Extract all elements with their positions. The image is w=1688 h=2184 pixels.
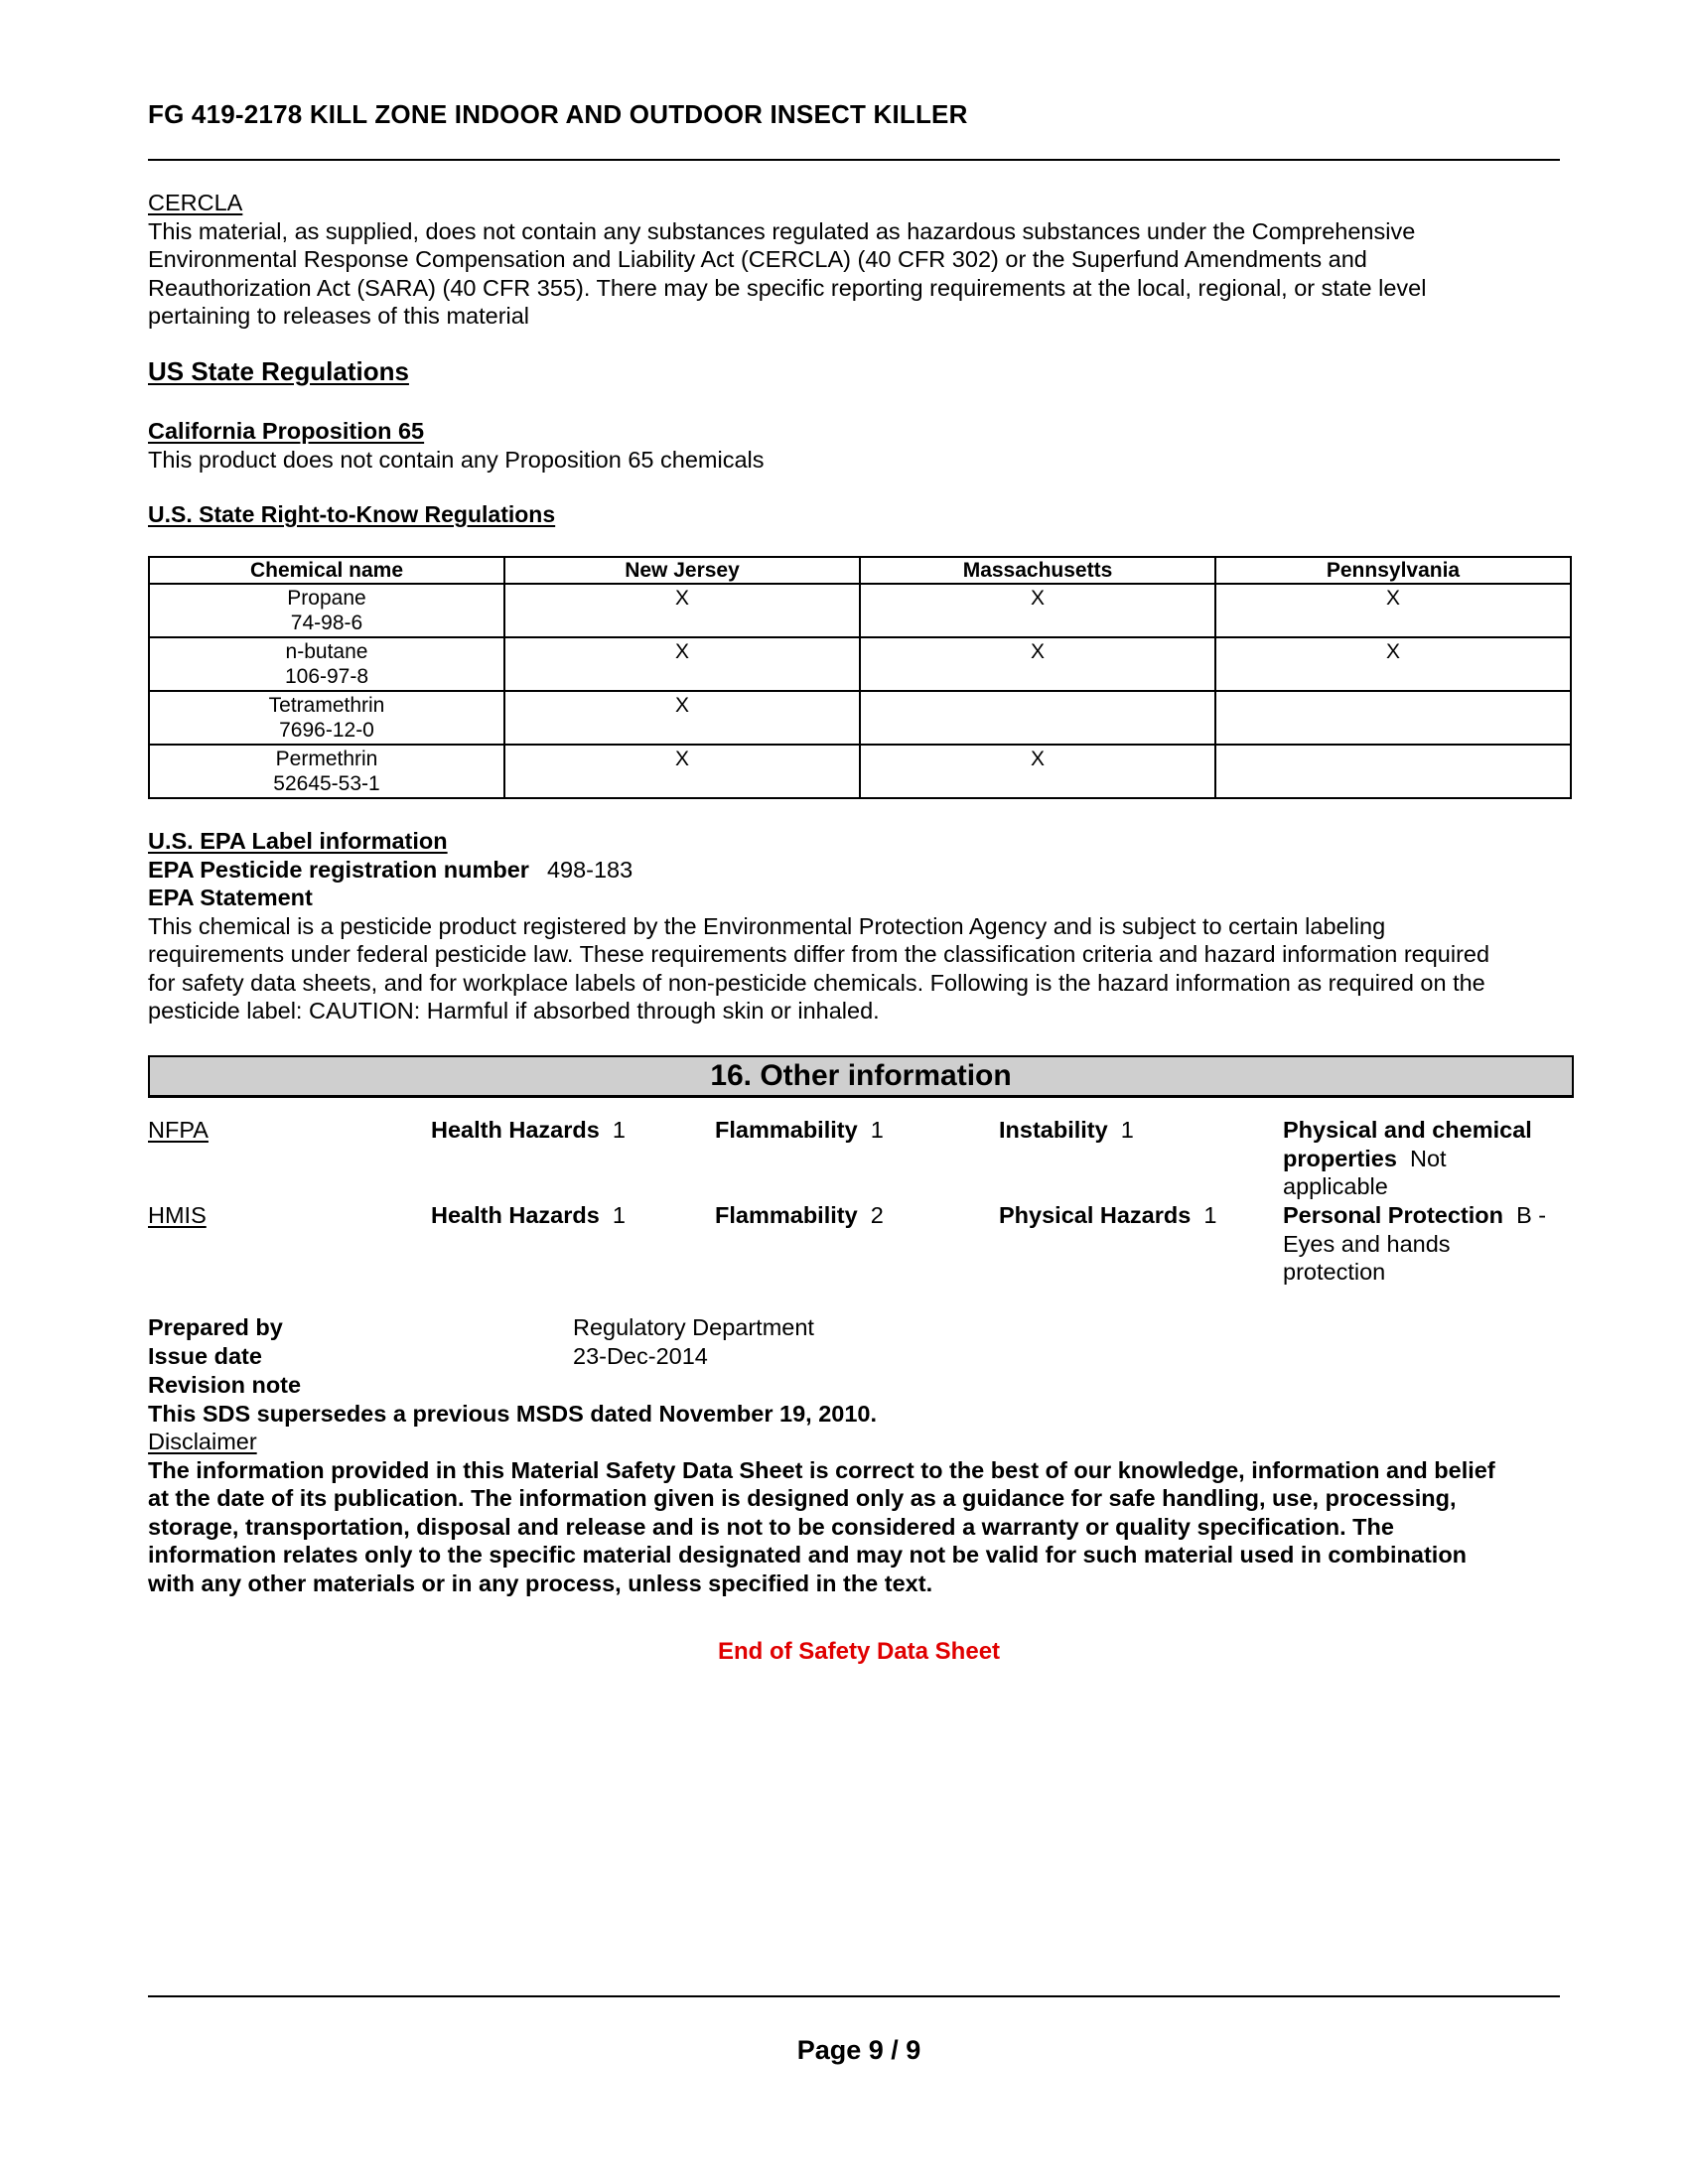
issue-date-value: 23-Dec-2014: [573, 1343, 708, 1369]
issue-date-label: Issue date: [148, 1343, 262, 1369]
pa-cell: X: [1215, 637, 1571, 691]
nj-cell: X: [504, 745, 860, 798]
nfpa-label: NFPA: [148, 1117, 209, 1143]
right-to-know-table: [148, 556, 1572, 799]
disclaimer-heading: Disclaimer: [148, 1429, 257, 1454]
hmis-health: [431, 1201, 626, 1230]
nfpa-instability-label: Instability: [999, 1117, 1108, 1143]
table-header-row: [149, 557, 1571, 584]
nfpa-flammability-value: 1: [870, 1117, 884, 1143]
nfpa-physical-label-2: properties: [1283, 1145, 1397, 1171]
epa-heading: U.S. EPA Label information: [148, 828, 448, 854]
hmis-physical-label: Physical Hazards: [999, 1202, 1192, 1228]
revision-note-text: This SDS supersedes a previous MSDS dated November 19, 2010.: [148, 1400, 878, 1427]
nj-cell: X: [504, 691, 860, 745]
nfpa-flammability-label: Flammability: [715, 1117, 858, 1143]
hmis-health-value: 1: [612, 1202, 626, 1228]
pa-cell: [1215, 745, 1571, 798]
ma-cell: X: [860, 745, 1215, 798]
nj-cell: X: [504, 637, 860, 691]
cercla-line-1: This material, as supplied, does not contain any substances regulated as hazardous substances under the Comprehensive: [148, 217, 1416, 244]
disclaimer-line-3: storage, transportation, disposal and release and is not to be considered a warranty or quality specification. The: [148, 1513, 1394, 1540]
ma-cell: X: [860, 584, 1215, 637]
nfpa-physical-label-1: Physical and chemical: [1283, 1117, 1532, 1143]
prop65-text: This product does not contain any Proposition 65 chemicals: [148, 446, 765, 473]
table-row: [149, 637, 1571, 691]
section-16-header: 16. Other information: [148, 1055, 1574, 1098]
nfpa-physical-chemical: [1283, 1116, 1581, 1201]
nj-cell: X: [504, 584, 860, 637]
epa-section: [148, 827, 1568, 1025]
hmis-physical-value: 1: [1203, 1202, 1217, 1228]
disclaimer-line-1: The information provided in this Material Safety Data Sheet is correct to the best of our knowledge, information and belief: [148, 1456, 1495, 1483]
col-chemical-name: Chemical name: [149, 557, 504, 584]
table-row: [149, 691, 1571, 745]
hmis-physical: [999, 1201, 1216, 1230]
revision-note-label: Revision note: [148, 1372, 302, 1398]
header-divider: [148, 159, 1560, 161]
col-massachusetts: Massachusetts: [860, 557, 1215, 584]
col-pennsylvania: Pennsylvania: [1215, 557, 1571, 584]
epa-line-2: requirements under federal pesticide law. These requirements differ from the classification criteria and hazard information required: [148, 941, 1490, 967]
page-number: Page 9 / 9: [796, 2035, 921, 2065]
hmis-pp-value-1: B -: [1516, 1202, 1547, 1228]
epa-line-3: for safety data sheets, and for workplace labels of non-pesticide chemicals. Following is the hazard information as required on the: [148, 969, 1485, 996]
epa-statement-label: EPA Statement: [148, 885, 313, 910]
pa-cell: [1215, 691, 1571, 745]
end-of-sds: End of Safety Data Sheet: [717, 1638, 1001, 1665]
cas-number: 52645-53-1: [273, 772, 380, 795]
epa-line-1: This chemical is a pesticide product registered by the Environmental Protection Agency and is subject to certain labeling: [148, 912, 1386, 939]
prop65-section: [148, 417, 1568, 474]
disclaimer-line-2: at the date of its publication. The information given is designed only as a guidance for safe handling, use, processing,: [148, 1485, 1457, 1511]
nfpa-health-label: Health Hazards: [431, 1117, 600, 1143]
col-new-jersey: New Jersey: [504, 557, 860, 584]
chemical-cell: [149, 691, 504, 745]
table-row: [149, 584, 1571, 637]
table-row: [149, 745, 1571, 798]
epa-line-4: pesticide label: CAUTION: Harmful if absorbed through skin or inhaled.: [148, 998, 880, 1024]
footer-divider: [148, 1995, 1560, 1997]
chemical-name: Tetramethrin: [268, 694, 385, 717]
nfpa-instability-value: 1: [1120, 1117, 1134, 1143]
rtk-heading-block: [148, 500, 1568, 529]
epa-registration-value: 498-183: [546, 856, 633, 883]
disclaimer-line-5: with any other materials or in any process, unless specified in the text.: [148, 1570, 933, 1596]
prepared-by-label: Prepared by: [148, 1314, 283, 1340]
chemical-cell: [149, 637, 504, 691]
nfpa-physical-value-1: Not: [1409, 1145, 1447, 1171]
cercla-line-4: pertaining to releases of this material: [148, 303, 530, 329]
rtk-heading: U.S. State Right-to-Know Regulations: [148, 501, 556, 527]
ma-cell: [860, 691, 1215, 745]
hmis-pp-label: Personal Protection: [1283, 1202, 1503, 1228]
cercla-heading: CERCLA: [148, 190, 243, 215]
prepared-by-value: Regulatory Department: [573, 1314, 814, 1340]
hmis-flammability-value: 2: [870, 1202, 884, 1228]
cas-number: 74-98-6: [290, 612, 363, 634]
chemical-name: n-butane: [285, 640, 368, 663]
nfpa-flammability: [715, 1116, 884, 1145]
hmis-health-label: Health Hazards: [431, 1202, 600, 1228]
chemical-name: Permethrin: [275, 748, 378, 770]
hmis-flammability-label: Flammability: [715, 1202, 858, 1228]
chemical-name: Propane: [287, 587, 366, 610]
revision-disclaimer: [148, 1371, 1568, 1597]
cercla-section: [148, 189, 1568, 331]
nfpa-health-value: 1: [612, 1117, 626, 1143]
nfpa-physical-value-2: applicable: [1283, 1173, 1388, 1199]
hmis-pp-value-3: protection: [1283, 1259, 1386, 1285]
prop65-heading: California Proposition 65: [148, 418, 425, 444]
pa-cell: X: [1215, 584, 1571, 637]
hmis-flammability: [715, 1201, 884, 1230]
chemical-cell: [149, 745, 504, 798]
hmis-personal-protection: [1283, 1201, 1581, 1287]
hmis-label: HMIS: [148, 1202, 207, 1228]
chemical-cell: [149, 584, 504, 637]
cercla-line-3: Reauthorization Act (SARA) (40 CFR 355). There may be specific reporting requirements at the local, regional, or state level: [148, 274, 1427, 301]
cercla-line-2: Environmental Response Compensation and Liability Act (CERCLA) (40 CFR 302) or the Superfund Amendments and: [148, 246, 1367, 272]
hmis-pp-value-2: Eyes and hands: [1283, 1230, 1451, 1257]
nfpa-instability: [999, 1116, 1134, 1145]
epa-registration-row: [148, 856, 1568, 885]
document-title: FG 419-2178 KILL ZONE INDOOR AND OUTDOOR INSECT KILLER: [148, 99, 968, 129]
ma-cell: X: [860, 637, 1215, 691]
state-regulations: [148, 357, 1568, 386]
epa-registration-label: EPA Pesticide registration number: [148, 856, 529, 883]
cas-number: 7696-12-0: [279, 719, 374, 742]
cas-number: 106-97-8: [284, 665, 369, 688]
nfpa-health: [431, 1116, 626, 1145]
state-regulations-heading: US State Regulations: [148, 356, 409, 386]
disclaimer-line-4: information relates only to the specific material designated and may not be valid for such material used in combination: [148, 1542, 1468, 1568]
